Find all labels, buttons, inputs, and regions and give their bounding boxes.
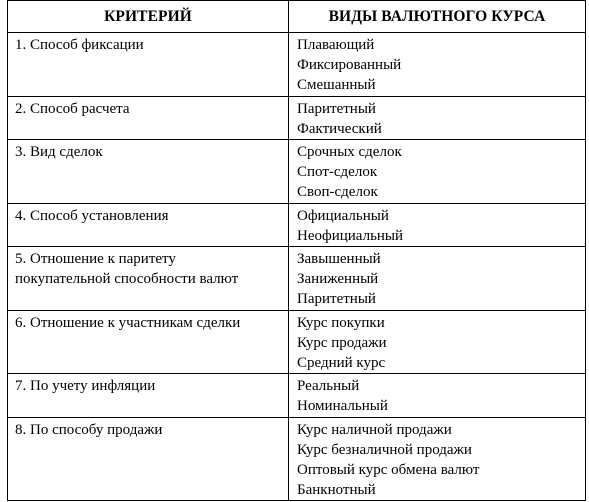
rate-types-cell bbox=[289, 374, 586, 417]
rate-type-item: Паритетный bbox=[297, 100, 376, 117]
table-row bbox=[8, 96, 586, 139]
header-rate-types: ВИДЫ ВАЛЮТНОГО КУРСА bbox=[289, 1, 586, 33]
rate-type-item: Оптовый курс обмена валют bbox=[297, 462, 480, 479]
rate-types-cell bbox=[289, 140, 586, 204]
criterion-text: 7. По учету инфляции bbox=[15, 378, 156, 395]
criterion-cell bbox=[8, 203, 289, 246]
rate-type-item: Средний курс bbox=[297, 355, 386, 372]
exchange-rate-table-container bbox=[7, 0, 586, 501]
rate-type-item: Завышенный bbox=[297, 251, 381, 268]
rate-types-cell bbox=[289, 96, 586, 139]
table-row bbox=[8, 417, 586, 501]
criterion-cell bbox=[8, 140, 289, 204]
rate-type-item: Курс продажи bbox=[297, 334, 387, 351]
table-row bbox=[8, 310, 586, 374]
rate-type-item: Реальный bbox=[297, 378, 360, 395]
rate-type-item: Фактический bbox=[297, 120, 382, 137]
criterion-cell bbox=[8, 33, 289, 97]
rate-type-item: Номинальный bbox=[297, 398, 388, 415]
table-row bbox=[8, 374, 586, 417]
rate-type-item: Смешанный bbox=[297, 77, 376, 94]
table-row bbox=[8, 140, 586, 204]
table-body bbox=[8, 33, 586, 501]
rate-types-cell bbox=[289, 203, 586, 246]
rate-type-item: Официальный bbox=[297, 207, 389, 224]
rate-type-item: Заниженный bbox=[297, 271, 379, 288]
criterion-text: покупательной способности валют bbox=[15, 271, 239, 288]
table-row bbox=[8, 33, 586, 97]
rate-types-cell bbox=[289, 33, 586, 97]
rate-type-item: Неофициальный bbox=[297, 227, 404, 244]
rate-type-item: Паритетный bbox=[297, 291, 376, 308]
criterion-text: 4. Способ установления bbox=[15, 207, 169, 224]
rate-type-item: Спот-сделок bbox=[297, 164, 378, 181]
rate-type-item: Банкнотный bbox=[297, 482, 376, 499]
rate-type-item: Фиксированный bbox=[297, 57, 402, 74]
rate-type-item: Срочных сделок bbox=[297, 144, 402, 161]
criterion-text: 8. По способу продажи bbox=[15, 421, 163, 438]
criterion-text: 1. Способ фиксации bbox=[15, 37, 144, 53]
rate-types-cell bbox=[289, 247, 586, 311]
header-criterion: КРИТЕРИЙ bbox=[8, 1, 289, 33]
criterion-text: 3. Вид сделок bbox=[15, 144, 103, 161]
criterion-cell bbox=[8, 96, 289, 139]
rate-types-cell bbox=[289, 310, 586, 374]
rate-type-item: Курс безналичной продажи bbox=[297, 441, 472, 458]
rate-type-item: Плавающий bbox=[297, 37, 375, 53]
rate-type-item: Курс покупки bbox=[297, 314, 385, 331]
table-row bbox=[8, 247, 586, 311]
exchange-rate-classification-table bbox=[7, 0, 586, 501]
rate-type-item: Курс наличной продажи bbox=[297, 421, 452, 438]
criterion-cell bbox=[8, 374, 289, 417]
rate-type-item: Своп-сделок bbox=[297, 184, 378, 201]
rate-types-cell bbox=[289, 417, 586, 501]
criterion-text: 5. Отношение к паритету bbox=[15, 251, 176, 268]
criterion-cell bbox=[8, 247, 289, 311]
table-header-row bbox=[8, 1, 586, 33]
criterion-text: 2. Способ расчета bbox=[15, 100, 130, 117]
table-row bbox=[8, 203, 586, 246]
criterion-cell bbox=[8, 417, 289, 501]
criterion-text: 6. Отношение к участникам сделки bbox=[15, 314, 241, 331]
criterion-cell bbox=[8, 310, 289, 374]
